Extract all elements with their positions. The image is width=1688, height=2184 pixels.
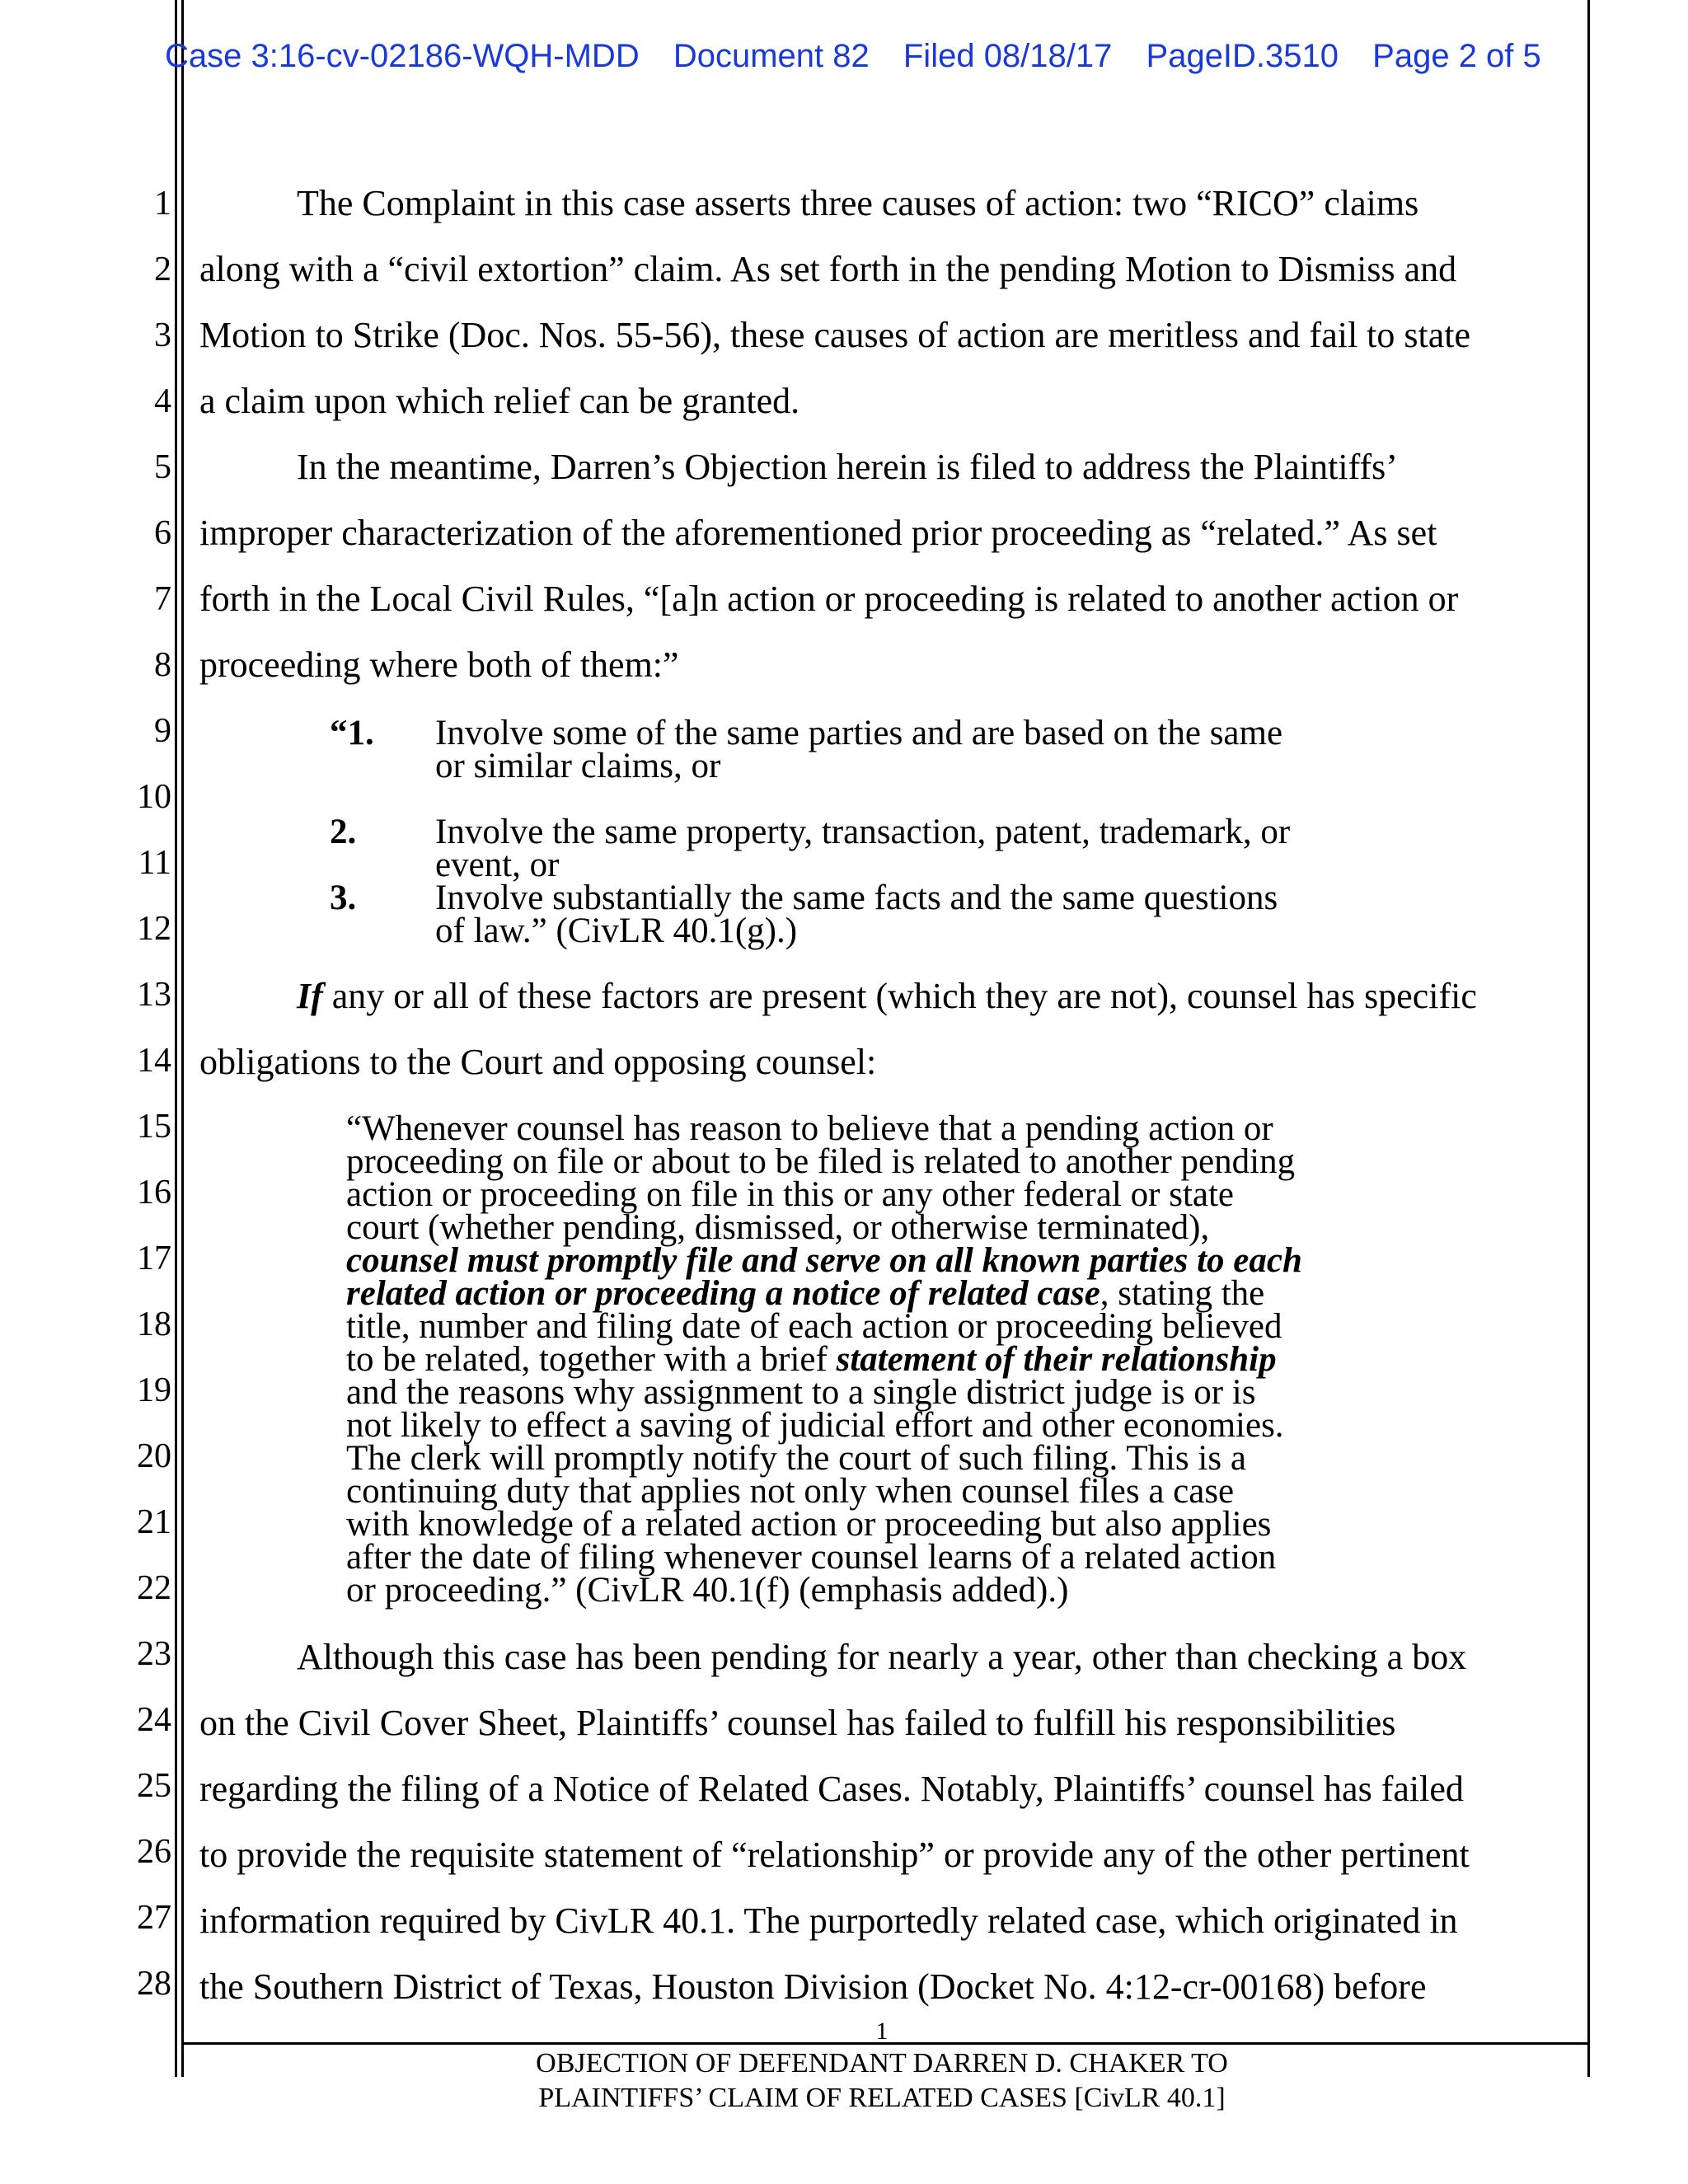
list-text bbox=[435, 714, 1507, 785]
list-number: 3. bbox=[330, 879, 357, 917]
line-number: 17 bbox=[137, 1240, 171, 1277]
page-count: Page 2 of 5 bbox=[1372, 38, 1541, 74]
list-text bbox=[435, 879, 1507, 950]
quote-line: court (whether pending, dismissed, or otherwise terminated), bbox=[346, 1208, 1210, 1247]
line-number: 6 bbox=[154, 514, 171, 552]
list-text-line: of law.” (CivLR 40.1(g).) bbox=[435, 912, 798, 950]
page-number: 1 bbox=[875, 2018, 889, 2045]
list-text-line: or similar claims, or bbox=[435, 747, 721, 785]
body-line: to provide the requisite statement of “relationship” or provide any of the other pertinent bbox=[199, 1835, 1470, 1875]
line-number: 8 bbox=[154, 646, 171, 684]
left-margin-rule-inner bbox=[181, 0, 184, 2077]
list-text-line: Involve substantially the same facts and the same questions bbox=[435, 879, 1278, 917]
body-line: information required by CivLR 40.1. The purportedly related case, which originated in bbox=[199, 1900, 1458, 1941]
quote-text: to be related, together with a brief bbox=[346, 1340, 837, 1379]
quote-line: “Whenever counsel has reason to believe that a pending action or bbox=[346, 1109, 1273, 1148]
body-line: obligations to the Court and opposing counsel: bbox=[199, 1042, 877, 1082]
body-line: proceeding where both of them:” bbox=[199, 644, 679, 685]
list-text-line: event, or bbox=[435, 846, 560, 884]
line-number: 9 bbox=[154, 712, 171, 750]
list-text-line: Involve some of the same parties and are based on the same bbox=[435, 714, 1283, 752]
body-line: regarding the filing of a Notice of Related Cases. Notably, Plaintiffs’ counsel has failed bbox=[199, 1769, 1464, 1809]
quote-line bbox=[346, 1340, 1500, 1379]
footer-caption bbox=[190, 2046, 1574, 2116]
emphasis-if: If bbox=[297, 976, 323, 1016]
list-number: “1. bbox=[330, 714, 374, 752]
quote-emphasis: statement of their relationship bbox=[836, 1340, 1277, 1379]
quote-line: with knowledge of a related action or proceeding but also applies bbox=[346, 1505, 1272, 1544]
line-number: 19 bbox=[137, 1371, 171, 1409]
line-number: 24 bbox=[137, 1701, 171, 1739]
document-number: Document 82 bbox=[673, 38, 870, 74]
list-text bbox=[435, 813, 1507, 884]
line-number: 4 bbox=[154, 382, 171, 420]
quote-line: The clerk will promptly notify the court of such filing. This is a bbox=[346, 1439, 1246, 1478]
line-number: 26 bbox=[137, 1833, 171, 1871]
left-margin-rule-outer bbox=[175, 0, 177, 2077]
line-number: 13 bbox=[137, 976, 171, 1014]
footer-line: OBJECTION OF DEFENDANT DARREN D. CHAKER TO bbox=[536, 2048, 1228, 2079]
line-number: 20 bbox=[137, 1437, 171, 1475]
page-id: PageID.3510 bbox=[1146, 38, 1339, 74]
body-line: improper characterization of the aforementioned prior proceeding as “related.” As set bbox=[199, 513, 1437, 553]
body-line: on the Civil Cover Sheet, Plaintiffs’ counsel has failed to fulfill his responsibilities bbox=[199, 1703, 1396, 1743]
quote-line: not likely to effect a saving of judicial effort and other economies. bbox=[346, 1406, 1284, 1445]
right-margin-rule bbox=[1587, 0, 1590, 2077]
line-number: 21 bbox=[137, 1503, 171, 1541]
quote-line: after the date of filing whenever counsel learns of a related action bbox=[346, 1538, 1277, 1577]
quote-line: continuing duty that applies not only when counsel files a case bbox=[346, 1472, 1235, 1511]
quote-line: title, number and filing date of each action or proceeding believed bbox=[346, 1307, 1282, 1346]
list-item bbox=[0, 879, 1688, 950]
quote-line: proceeding on file or about to be filed is related to another pending bbox=[346, 1142, 1296, 1181]
filed-date: Filed 08/18/17 bbox=[903, 38, 1113, 74]
quote-emphasis: related action or proceeding a notice of related case bbox=[346, 1274, 1100, 1313]
quote-text: , stating the bbox=[1100, 1274, 1265, 1313]
body-line: In the meantime, Darren’s Objection herein is filed to address the Plaintiffs’ bbox=[297, 447, 1398, 487]
line-number: 3 bbox=[154, 316, 171, 354]
body-line: Although this case has been pending for nearly a year, other than checking a box bbox=[297, 1637, 1467, 1677]
quote-line-emphasis: counsel must promptly file and serve on all known parties to each bbox=[346, 1241, 1302, 1280]
line-number: 22 bbox=[137, 1569, 171, 1607]
line-number: 12 bbox=[137, 910, 171, 948]
line-number: 25 bbox=[137, 1767, 171, 1805]
line-number: 1 bbox=[154, 185, 171, 223]
body-line: the Southern District of Texas, Houston Division (Docket No. 4:12-cr-00168) before bbox=[199, 1966, 1427, 2007]
line-number: 16 bbox=[137, 1174, 171, 1212]
body-line: The Complaint in this case asserts three causes of action: two “RICO” claims bbox=[297, 183, 1419, 223]
line-number: 11 bbox=[138, 844, 171, 882]
body-line: Motion to Strike (Doc. Nos. 55-56), these causes of action are meritless and fail to state bbox=[199, 315, 1471, 355]
list-item bbox=[0, 813, 1688, 884]
line-number: 15 bbox=[137, 1108, 171, 1146]
line-number: 5 bbox=[154, 448, 171, 486]
line-number: 14 bbox=[137, 1042, 171, 1080]
list-number: 2. bbox=[330, 813, 357, 851]
body-line bbox=[297, 976, 1665, 1017]
line-number: 23 bbox=[137, 1635, 171, 1673]
body-line: along with a “civil extortion” claim. As set forth in the pending Motion to Dismiss and bbox=[199, 249, 1457, 289]
filing-header bbox=[165, 38, 1566, 75]
quote-line: action or proceeding on file in this or any other federal or state bbox=[346, 1175, 1234, 1214]
body-text: any or all of these factors are present (which they are not), counsel has specific bbox=[322, 976, 1477, 1016]
list-item bbox=[0, 714, 1688, 785]
quote-line: and the reasons why assignment to a single district judge is or is bbox=[346, 1373, 1256, 1412]
line-number: 28 bbox=[137, 1965, 171, 2003]
body-line: forth in the Local Civil Rules, “[a]n action or proceeding is related to another action or bbox=[199, 579, 1459, 619]
body-line: a claim upon which relief can be granted. bbox=[199, 381, 800, 421]
quote-line: or proceeding.” (CivLR 40.1(f) (emphasis added).) bbox=[346, 1571, 1069, 1610]
line-number: 2 bbox=[154, 251, 171, 288]
block-quote bbox=[346, 1109, 1500, 1610]
footer-line: PLAINTIFFS’ CLAIM OF RELATED CASES [CivLR 40.1] bbox=[538, 2083, 1226, 2113]
line-number: 18 bbox=[137, 1305, 171, 1343]
line-number: 7 bbox=[154, 580, 171, 618]
line-number: 27 bbox=[137, 1899, 171, 1937]
case-number: Case 3:16-cv-02186-WQH-MDD bbox=[165, 38, 640, 74]
line-number: 10 bbox=[137, 778, 171, 816]
quote-line bbox=[346, 1274, 1500, 1313]
list-text-line: Involve the same property, transaction, patent, trademark, or bbox=[435, 813, 1291, 851]
